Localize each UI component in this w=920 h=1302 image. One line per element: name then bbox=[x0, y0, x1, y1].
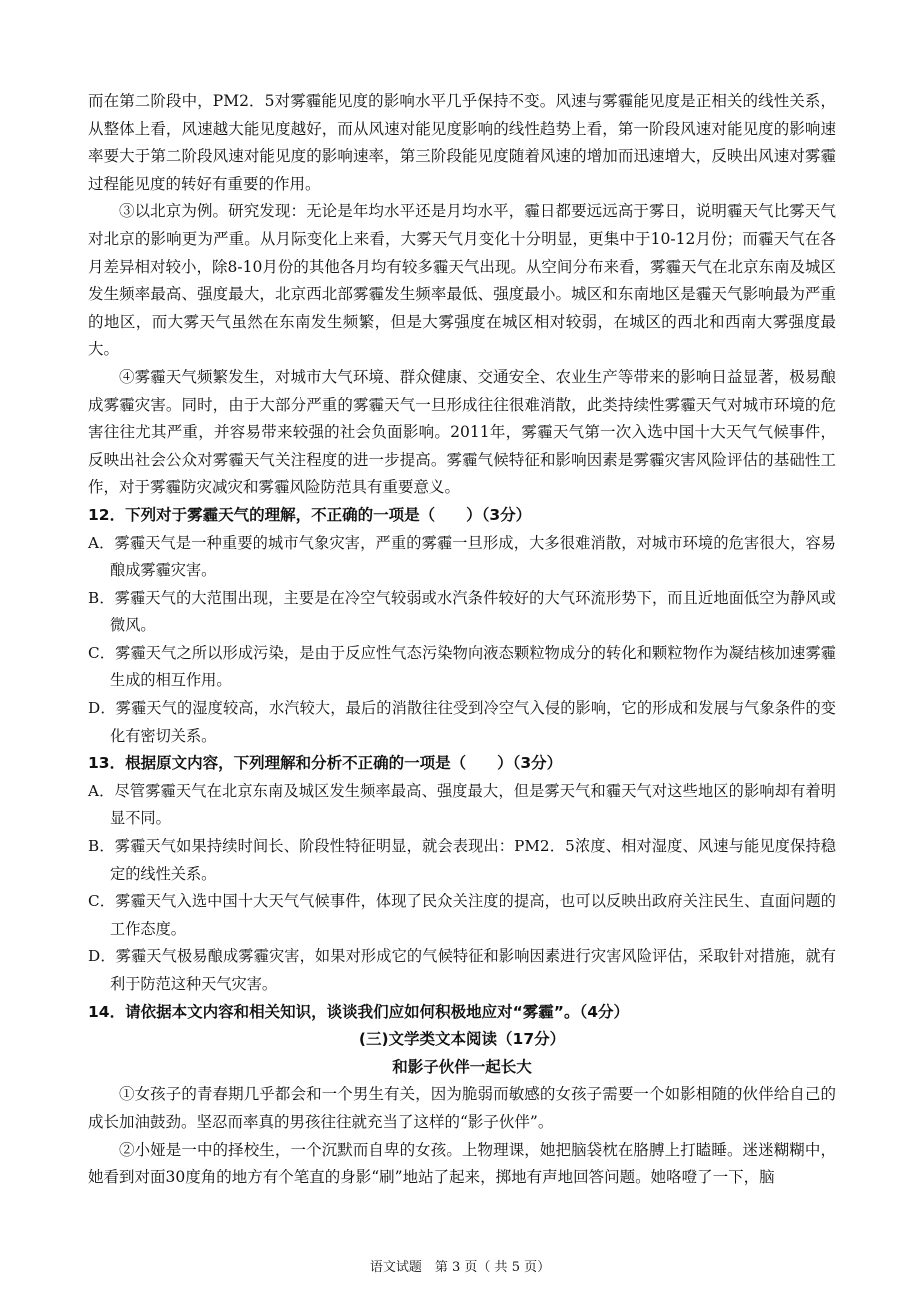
question-12 bbox=[88, 502, 836, 750]
question-13 bbox=[88, 750, 836, 998]
question-12-option-a: A．雾霾天气是一种重要的城市气象灾害，严重的雾霾一旦形成，大多很难消散，对城市环境的危害很大，容易酿成雾霾灾害。 bbox=[88, 533, 836, 580]
section-heading: (三)文学类文本阅读（17分） bbox=[358, 1030, 566, 1049]
question-12-stem: 12．下列对于雾霾天气的理解，不正确的一项是（ ）（3分） bbox=[88, 505, 532, 524]
passage-paragraph-4: ④雾霾天气频繁发生，对城市大气环境、群众健康、交通安全、农业生产等带来的影响日益显著，极易酿成雾霾灾害。同时，由于大部分严重的雾霾天气一旦形成往往很难消散，此类持续性雾霾天气对城市环境的危害往往尤其严重，并容易带来较强的社会负面影响。2011年，雾霾天气第一次入选中国十大天气气候事件，反映出社会公众对雾霾天气关注程度的进一步提高。雾霾气候特征和影响因素是雾霾灾害风险评估的基础性工作，对于雾霾防灾减灾和雾霾风险防范具有重要意义。 bbox=[88, 367, 836, 497]
page-footer: 语文试题 第 3 页（ 共 5 页） bbox=[369, 1260, 551, 1275]
question-13-option-d: D．雾霾天气极易酿成雾霾灾害，如果对形成它的气候特征和影响因素进行灾害风险评估，采取针对措施，就有利于防范这种天气灾害。 bbox=[88, 947, 836, 993]
question-12-option-c: C．雾霾天气之所以形成污染，是由于反应性气态污染物向液态颗粒物成分的转化和颗粒物作为凝结核加速雾霾生成的相互作用。 bbox=[88, 643, 836, 690]
question-13-option-b: B．雾霾天气如果持续时间长、阶段性特征明显，就会表现出：PM2．5浓度、相对湿度、风速与能见度保持稳定的线性关系。 bbox=[88, 837, 836, 883]
question-12-option-d: D．雾霾天气的湿度较高，水汽较大，最后的消散往往受到冷空气入侵的影响，它的形成和发展与气象条件的变化有密切关系。 bbox=[88, 699, 836, 745]
story-title: 和影子伙伴一起长大 bbox=[392, 1057, 532, 1076]
passage-paragraph-3: ③以北京为例。研究发现：无论是年均水平还是月均水平，霾日都要远远高于雾日，说明霾天气比雾天气对北京的影响更为严重。从月际变化上来看，大雾天气月变化十分明显，更集中于10-12月份；而霾天气在各月差异相对较小，除8-10月份的其他各月均有较多霾天气出现。从空间分布来看，雾霾天气在北京东南及城区发生频率最高、强度最大，北京西北部雾霾发生频率最低、强度最小。城区和东南地区是霾天气影响最为严重的地区，而大雾天气虽然在东南发生频繁，但是大雾强度在城区相对较弱，在城区的西北和西南大雾强度最大。 bbox=[88, 202, 836, 359]
passage-paragraph-1: 而在第二阶段中，PM2．5对雾霾能见度的影响水平几乎保持不变。风速与雾霾能见度是正相关的线性关系，从整体上看，风速越大能见度越好，而从风速对能见度影响的线性趋势上看，第一阶段风速对能见度的影响速率要大于第二阶段风速对能见度的影响速率，第三阶段能见度随着风速的增加而迅速增大，反映出风速对雾霾过程能见度的转好有重要的作用。 bbox=[88, 92, 836, 193]
story-paragraph-2: ②小娅是一中的择校生，一个沉默而自卑的女孩。上物理课，她把脑袋枕在胳膊上打瞌睡。迷迷糊糊中，她看到对面30度角的地方有个笔直的身影“刷”地站了起来，掷地有声地回答问题。她咯噔了一下，脑 bbox=[88, 1140, 836, 1187]
question-13-option-c: C．雾霾天气入选中国十大天气气候事件，体现了民众关注度的提高，也可以反映出政府关注民生、直面问题的工作态度。 bbox=[88, 892, 836, 938]
question-14-stem: 14．请依据本文内容和相关知识，谈谈我们应如何积极地应对“雾霾”。（4分） bbox=[88, 1002, 629, 1021]
question-13-stem: 13．根据原文内容，下列理解和分析不正确的一项是（ ）（3分） bbox=[88, 754, 563, 773]
story-paragraph-1: ①女孩子的青春期几乎都会和一个男生有关，因为脆弱而敏感的女孩子需要一个如影相随的伙伴给自己的成长加油鼓劲。坚忍而率真的男孩往往就充当了这样的“影子伙伴”。 bbox=[88, 1085, 836, 1131]
question-13-option-a: A．尽管雾霾天气在北京东南及城区发生频率最高、强度最大，但是雾天气和霾天气对这些地区的影响却有着明显不同。 bbox=[88, 781, 836, 828]
exam-page bbox=[88, 88, 836, 1192]
question-12-option-b: B．雾霾天气的大范围出现，主要是在冷空气较弱或水汽条件较好的大气环流形势下，而且近地面低空为静风或微风。 bbox=[88, 588, 836, 635]
